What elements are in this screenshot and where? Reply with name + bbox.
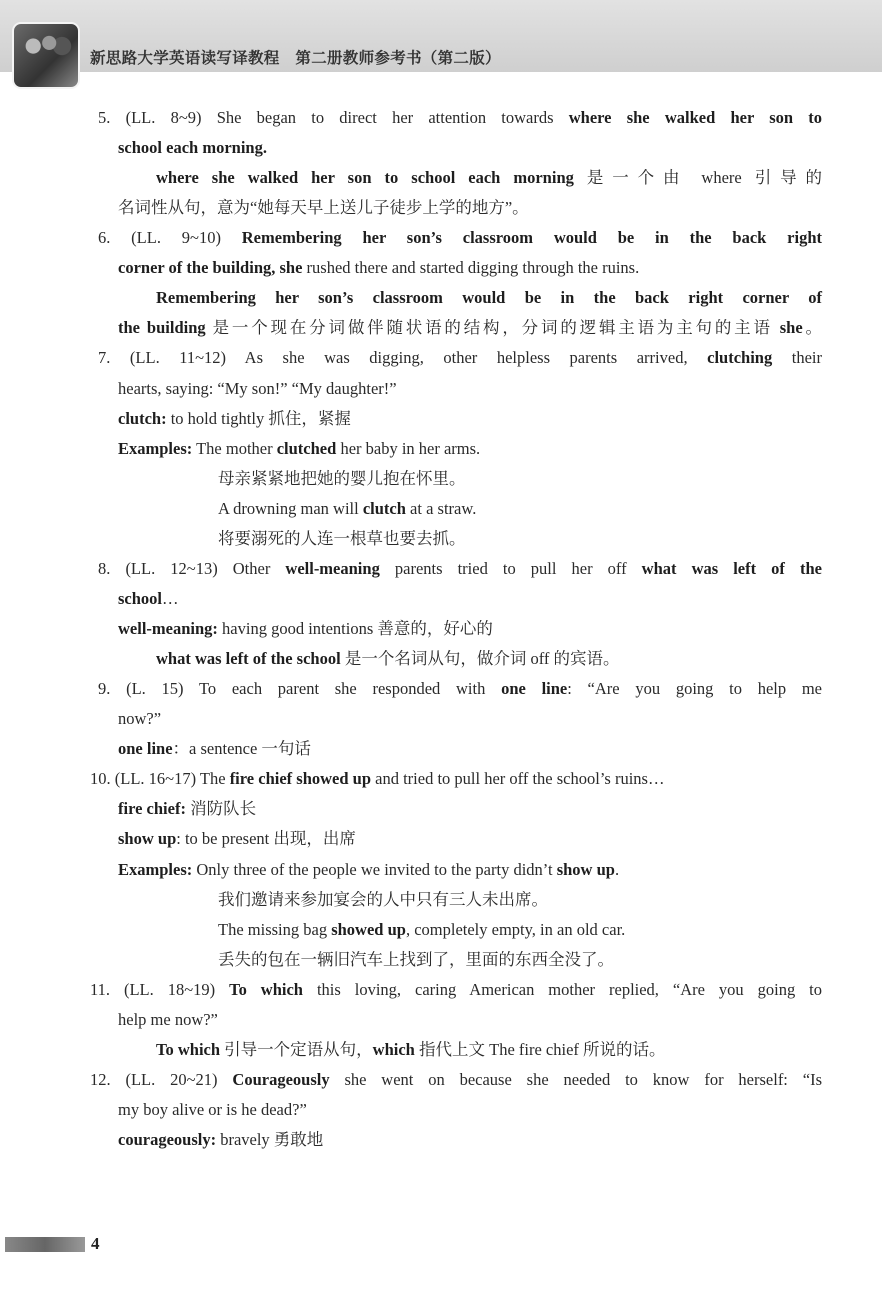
text-run: to hold tightly 抓住，紧握: [166, 408, 351, 428]
bold-text: where she walked her son to: [568, 108, 823, 127]
text-run: 。: [802, 318, 823, 338]
bold-text: well-meaning: [285, 558, 380, 578]
bold-text: fire chief showed up: [229, 769, 372, 789]
text-run: A drowning man will: [218, 498, 363, 518]
text-line: [118, 378, 822, 400]
text-line: [156, 1039, 822, 1061]
running-header: [0, 0, 882, 72]
bold-text: what was left of the: [641, 558, 822, 578]
text-run: rushed there and started digging through the ruins.: [302, 258, 640, 278]
book-title: 新思路大学英语读写译教程 第二册教师参考书（第二版）: [90, 49, 501, 67]
text-run: 是一个现在分词做伴随状语的结构，分词的逻辑主语为主句的主语: [205, 318, 780, 338]
text-line: [98, 678, 822, 700]
text-run: at a straw.: [405, 498, 477, 518]
bold-text: To which: [229, 979, 303, 999]
text-line: [98, 227, 822, 249]
text-line: [118, 828, 822, 850]
text-run: help me now?”: [118, 1009, 218, 1029]
text-run: 我们邀请来参加宴会的人中只有三人未出席。: [218, 889, 548, 909]
text-run: 6. (LL. 9~10): [98, 228, 242, 248]
text-run: 5. (LL. 8~9) She began to direct her attention towards: [98, 108, 569, 127]
text-line: [118, 197, 822, 219]
text-line: [218, 919, 822, 941]
text-line: [118, 738, 822, 760]
text-run: Only three of the people we invited to the party didn’t: [192, 859, 557, 879]
bold-text: To which: [156, 1039, 221, 1059]
text-run: her baby in her arms.: [336, 438, 481, 458]
text-run: she went on because she needed to know for herself: “Is: [329, 1069, 822, 1089]
footer-bar: [5, 1237, 85, 1252]
bold-text: show up: [118, 829, 177, 849]
text-line: [156, 648, 822, 670]
bold-text: school: [118, 588, 163, 608]
text-line: [118, 1009, 822, 1031]
text-line: [98, 558, 822, 580]
text-run: their: [772, 348, 822, 368]
text-line: [218, 468, 822, 490]
bold-text: what was left of the school: [156, 649, 341, 669]
text-run: ：a sentence 一句话: [172, 739, 311, 759]
text-line: [98, 107, 822, 129]
text-line: [218, 949, 822, 971]
text-run: 12. (LL. 20~21): [90, 1069, 233, 1089]
text-run: 是一个名词从句，做介词 off 的宾语。: [340, 649, 620, 669]
text-line: [90, 1069, 822, 1091]
text-line: [156, 167, 822, 189]
text-run: hearts, saying: “My son!” “My daughter!”: [118, 378, 397, 398]
text-run: my boy alive or is he dead?”: [118, 1099, 307, 1119]
bold-text: well-meaning:: [118, 619, 218, 639]
bold-text: she: [779, 318, 803, 338]
bold-text: which: [372, 1039, 415, 1059]
text-run: parents tried to pull her off: [379, 558, 642, 578]
text-run: 10. (LL. 16~17) The: [90, 769, 230, 789]
text-run: 名词性从句，意为“她每天早上送儿子徒步上学的地方”。: [118, 198, 529, 218]
bold-text: one line: [118, 739, 173, 759]
bold-text: courageously:: [118, 1130, 217, 1150]
text-run: 母亲紧紧地把她的婴儿抱在怀里。: [218, 468, 466, 488]
text-run: 引导一个定语从句，: [220, 1039, 373, 1059]
text-line: [218, 528, 822, 550]
bold-text: Remembering her son’s classroom would be in the back right: [241, 228, 823, 248]
text-line: [118, 588, 822, 610]
text-line: [98, 347, 822, 369]
text-run: 是一个由 where 引导的: [573, 168, 822, 188]
text-run: and tried to pull her off the school’s ruins…: [371, 769, 665, 789]
text-line: [90, 768, 822, 790]
bold-text: clutch: [362, 498, 406, 518]
bold-text: show up: [556, 859, 615, 879]
text-line: [118, 408, 822, 430]
text-run: 消防队长: [185, 799, 257, 819]
bold-text: showed up: [331, 919, 406, 939]
bold-text: one line: [501, 679, 568, 699]
text-run: : “Are you going to help me: [567, 679, 822, 699]
text-run: now?”: [118, 709, 162, 729]
bold-text: Remembering her son’s classroom would be in the back right corner of: [156, 288, 822, 308]
text-run: 指代上文 The fire chief 所说的话。: [414, 1039, 666, 1059]
header-photo: [12, 22, 80, 89]
bold-text: clutching: [707, 348, 773, 368]
text-line: [118, 317, 822, 339]
text-run: 9. (L. 15) To each parent she responded with: [98, 679, 502, 699]
text-run: 8. (LL. 12~13) Other: [98, 558, 286, 578]
bold-text: clutched: [276, 438, 337, 458]
text-run: 11. (LL. 18~19): [90, 979, 230, 999]
bold-text: fire chief:: [118, 799, 186, 819]
text-run: 7. (LL. 11~12) As she was digging, other helpless parents arrived,: [98, 348, 708, 368]
text-run: …: [162, 588, 179, 608]
page-number: 4: [91, 1234, 100, 1253]
text-run: The mother: [192, 438, 277, 458]
text-run: .: [614, 859, 620, 879]
bold-text: Examples:: [118, 859, 193, 879]
text-line: [118, 1129, 822, 1151]
text-line: [118, 798, 822, 820]
text-line: [156, 287, 822, 309]
text-run: The missing bag: [218, 919, 332, 939]
text-line: [118, 1099, 822, 1121]
text-run: having good intentions 善意的，好心的: [217, 619, 493, 639]
text-line: [118, 859, 822, 881]
bold-text: corner of the building, she: [118, 258, 303, 278]
bold-text: Courageously: [232, 1069, 330, 1089]
text-line: [118, 257, 822, 279]
text-run: , completely empty, in an old car.: [405, 919, 626, 939]
text-line: [118, 618, 822, 640]
text-run: this loving, caring American mother replied, “Are you going to: [303, 979, 823, 999]
text-run: 丢失的包在一辆旧汽车上找到了，里面的东西全没了。: [218, 949, 614, 969]
text-line: [90, 979, 822, 1001]
text-line: [218, 498, 822, 520]
text-line: [118, 137, 822, 159]
text-run: bravely 勇敢地: [216, 1130, 324, 1150]
text-run: : to be present 出现，出席: [176, 829, 356, 849]
bold-text: where she walked her son to school each morning: [156, 168, 574, 188]
text-run: 将要溺死的人连一根草也要去抓。: [218, 528, 466, 548]
bold-text: clutch:: [118, 408, 167, 428]
bold-text: the building: [118, 318, 206, 338]
text-line: [118, 708, 822, 730]
text-line: [218, 889, 822, 911]
bold-text: school each morning.: [118, 138, 267, 158]
text-line: [118, 438, 822, 460]
bold-text: Examples:: [118, 438, 193, 458]
